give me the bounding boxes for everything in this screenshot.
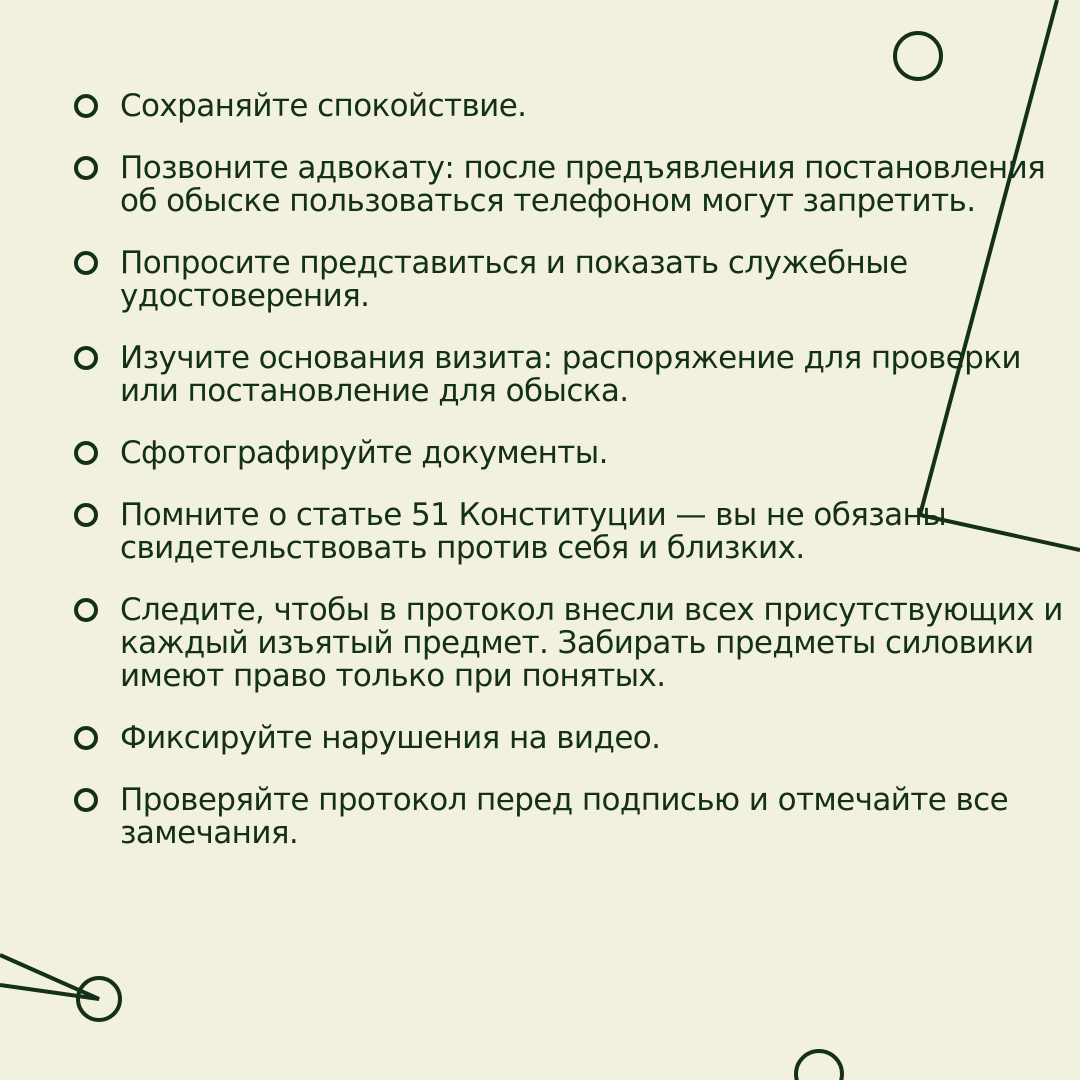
circle-bullet-icon [74,346,98,370]
circle-bullet-icon [74,788,98,812]
circle-bullet-icon [74,156,98,180]
tip-item [72,594,1072,693]
tip-item [72,784,1072,850]
circle-bullet-icon [74,441,98,465]
tip-item [72,247,1072,313]
circle-bullet-icon [74,598,98,622]
bottom-left-lines-shape [0,955,99,999]
tip-item [72,342,1072,408]
tip-text: Следите, чтобы в протокол внесли всех присутствующих и каждый изъятый предмет. Забирать предметы силовики имеют право только при понятых. [120,592,1063,694]
tip-text: Помните о статье 51 Конституции — вы не обязаны свидетельствовать против себя и близких. [120,497,947,566]
tip-item [72,722,1072,755]
bottom-circle-shape [796,1051,842,1080]
circle-bullet-icon [74,726,98,750]
tip-item [72,437,1072,470]
tip-text: Изучите основания визита: распоряжение для проверки или постановление для обыска. [120,340,1021,409]
tip-text: Сохраняйте спокойствие. [120,88,527,124]
tip-text: Проверяйте протокол перед подписью и отмечайте все замечания. [120,782,1009,851]
circle-bullet-icon [74,251,98,275]
top-circle-shape [895,33,941,79]
tip-text: Фиксируйте нарушения на видео. [120,720,661,756]
tips-list [72,90,1072,879]
circle-bullet-icon [74,94,98,118]
tip-item [72,152,1072,218]
tip-item [72,499,1072,565]
tip-item [72,90,1072,123]
tip-text: Сфотографируйте документы. [120,435,608,471]
tip-text: Попросите представиться и показать служебные удостоверения. [120,245,908,314]
circle-bullet-icon [74,503,98,527]
tip-text: Позвоните адвокату: после предъявления постановления об обыске пользоваться телефоном могут запретить. [120,150,1046,219]
